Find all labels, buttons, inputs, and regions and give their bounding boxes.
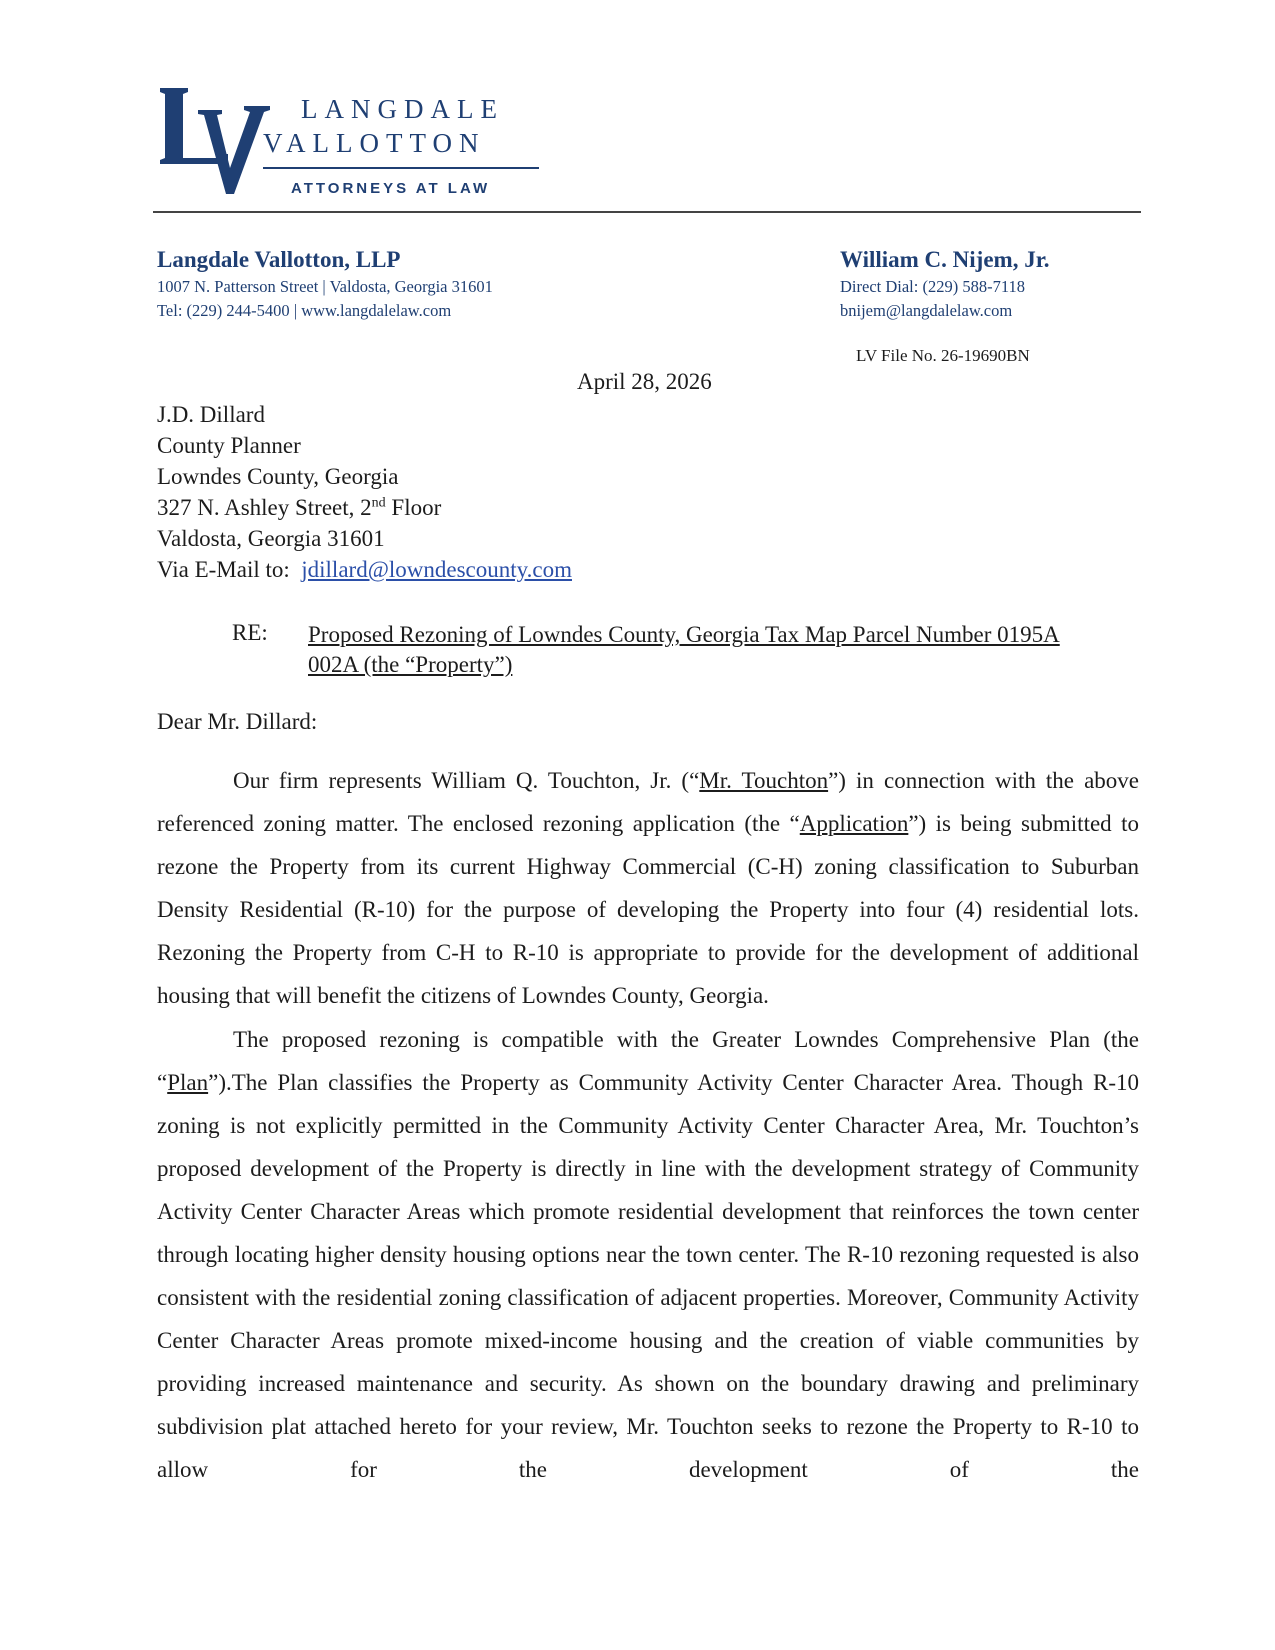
attorney-name: William C. Nijem, Jr. bbox=[840, 247, 1050, 272]
lv-logo-icon bbox=[158, 88, 270, 198]
p1-text-1: Our firm represents William Q. Touchton, Jr. (“ bbox=[233, 768, 700, 793]
p2-text-1: The proposed rezoning is compatible with the Greater Lowndes Comprehensive Plan (the “ bbox=[157, 1027, 1139, 1095]
firm-contact: Tel: (229) 244-5400 | www.langdalelaw.com bbox=[157, 301, 452, 320]
salutation: Dear Mr. Dillard: bbox=[157, 709, 318, 734]
re-subject: Proposed Rezoning of Lowndes County, Georgia Tax Map Parcel Number 0195A 002A (the “Property”) bbox=[308, 622, 1060, 677]
re-label: RE: bbox=[232, 620, 268, 645]
p1-defined-term-2: Application bbox=[799, 811, 909, 836]
attorney-phone: Direct Dial: (229) 588-7118 bbox=[840, 277, 1025, 296]
recipient-city: Valdosta, Georgia 31601 bbox=[157, 526, 385, 551]
p1-text-2: ”) in connection with the above referenced zoning matter. The enclosed rezoning application (the “ bbox=[157, 768, 1139, 836]
logo-tagline: ATTORNEYS AT LAW bbox=[291, 180, 491, 197]
recipient-email-line bbox=[157, 557, 572, 583]
recipient-street bbox=[157, 495, 441, 521]
body-paragraph-1 bbox=[157, 759, 1139, 1017]
street-floor: Floor bbox=[385, 495, 442, 520]
firm-name: Langdale Vallotton, LLP bbox=[157, 247, 401, 272]
p2-text-2: ”).The Plan classifies the Property as Community Activity Center Character Area. Though R-10 zoning is not explicitly permitted in the Community Activity Center Character Area, Mr. Touchton’s proposed development of the Property is directly in line with the development strategy of Community Activity Center Character Areas which promote residential development that reinforces the town center through locating higher density housing options near the town center. The R-10 rezoning requested is also consistent with the residential zoning classification of adjacent properties. Moreover, Community Activity Center Character Areas promote mixed-income housing and the creation of viable communities by providing increased maintenance and security. As shown on the boundary drawing and preliminary subdivision plat attached hereto for your review, Mr. Touchton seeks to rezone the Property to R-10 to allow for the development of the bbox=[157, 1070, 1139, 1482]
recipient-title: County Planner bbox=[157, 433, 301, 458]
logo-divider bbox=[263, 167, 539, 169]
firm-address: 1007 N. Patterson Street | Valdosta, Georgia 31601 bbox=[157, 277, 493, 296]
recipient-county: Lowndes County, Georgia bbox=[157, 464, 399, 489]
p2-defined-term: Plan bbox=[167, 1070, 209, 1095]
attorney-email: bnijem@langdalelaw.com bbox=[840, 301, 1013, 320]
file-number: LV File No. 26-19690BN bbox=[856, 346, 1030, 365]
email-prefix: Via E-Mail to: bbox=[157, 557, 290, 582]
recipient-name: J.D. Dillard bbox=[157, 402, 265, 427]
logo-name-vallotton: VALLOTTON bbox=[263, 128, 486, 158]
body-paragraph-2 bbox=[157, 1018, 1139, 1491]
p1-defined-term-1: Mr. Touchton bbox=[699, 768, 829, 793]
p1-text-3: ”) is being submitted to rezone the Property from its current Highway Commercial (C-H) zoning classification to Suburban Density Residential (R-10) for the purpose of developing the Property into four (4) residential lots. Rezoning the Property from C-H to R-10 is appropriate to provide for the development of additional housing that will benefit the citizens of Lowndes County, Georgia. bbox=[157, 811, 1139, 1008]
header-divider bbox=[153, 211, 1141, 213]
street-text: 327 N. Ashley Street, 2 bbox=[157, 495, 372, 520]
street-ordinal: nd bbox=[371, 495, 386, 511]
logo-name-langdale: LANGDALE bbox=[301, 94, 504, 124]
letter-date: April 28, 2026 bbox=[577, 369, 712, 394]
recipient-email-link[interactable]: jdillard@lowndescounty.com bbox=[301, 557, 572, 582]
